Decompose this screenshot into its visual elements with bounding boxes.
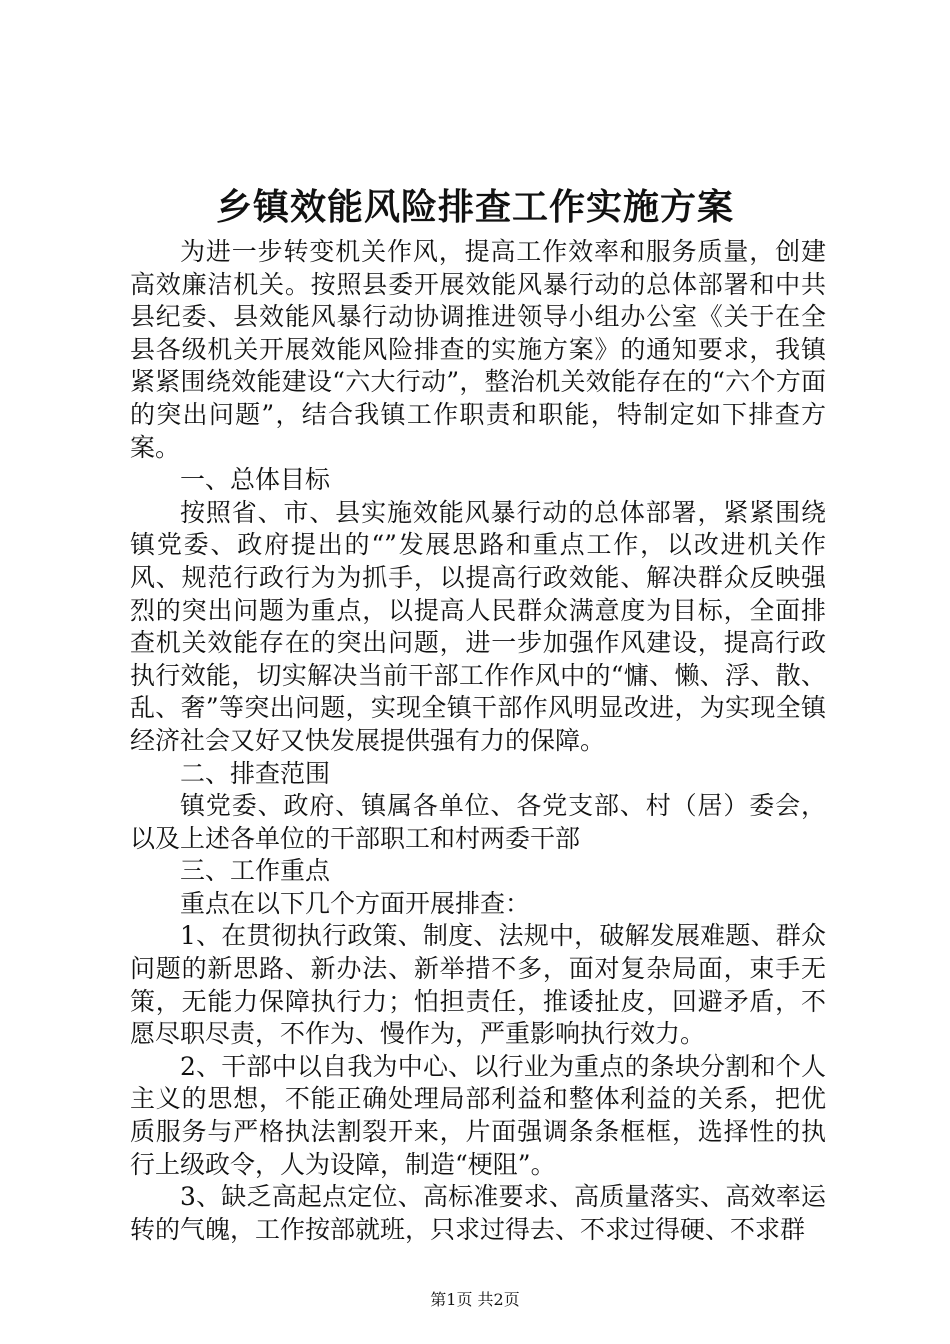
document-body (130, 236, 826, 1246)
paragraph-item-2: 2、干部中以自我为中心、以行业为重点的条块分割和个人主义的思想，不能正确处理局部利益和整体利益的关系，把优质服务与严格执法割裂开来，片面强调条条框框，选择性的执行上级政令，人为设障，制造“梗阻”。 (130, 1051, 826, 1179)
heading-key-work: 三、工作重点 (180, 856, 331, 886)
paragraph-intro: 为进一步转变机关作风，提高工作效率和服务质量，创建高效廉洁机关。按照县委开展效能风暴行动的总体部署和中共县纪委、县效能风暴行动协调推进领导小组办公室《关于在全县各级机关开展效能风险排查的实施方案》的通知要求，我镇紧紧围绕效能建设“六大行动”，整治机关效能存在的“六个方面的突出问题”，结合我镇工作职责和职能，特制定如下排查方案。 (130, 237, 826, 462)
page-footer: 第1页 共2页 (430, 1290, 520, 1309)
paragraph-key-work-intro: 重点在以下几个方面开展排查： (180, 888, 531, 918)
paragraph-item-1: 1、在贯彻执行政策、制度、法规中，破解发展难题、群众问题的新思路、新办法、新举措不多，面对复杂局面，束手无策，无能力保障执行力；怕担责任，推诿扯皮，回避矛盾，不愿尽职尽责，不作为、慢作为，严重影响执行效力。 (130, 921, 826, 1049)
paragraph-scope: 镇党委、政府、镇属各单位、各党支部、村（居）委会，以及上述各单位的干部职工和村两委干部 (130, 791, 826, 853)
paragraph-item-3: 3、缺乏高起点定位、高标准要求、高质量落实、高效率运转的气魄，工作按部就班，只求过得去、不求过得硬、不求群 (130, 1182, 826, 1244)
paragraph-overall-goal: 按照省、市、县实施效能风暴行动的总体部署，紧紧围绕镇党委、政府提出的“”发展思路和重点工作，以改进机关作风、规范行政行为为抓手，以提高行政效能、解决群众反映强烈的突出问题为重点，以提高人民群众满意度为目标，全面排查机关效能存在的突出问题，进一步加强作风建设，提高行政执行效能，切实解决当前干部工作作风中的“慵、懒、浮、散、乱、奢”等突出问题，实现全镇干部作风明显改进，为实现全镇经济社会又好又快发展提供强有力的保障。 (130, 497, 826, 755)
heading-overall-goal: 一、总体目标 (180, 465, 331, 495)
document-title: 乡镇效能风险排查工作实施方案 (215, 186, 734, 228)
heading-scope: 二、排查范围 (180, 758, 331, 788)
